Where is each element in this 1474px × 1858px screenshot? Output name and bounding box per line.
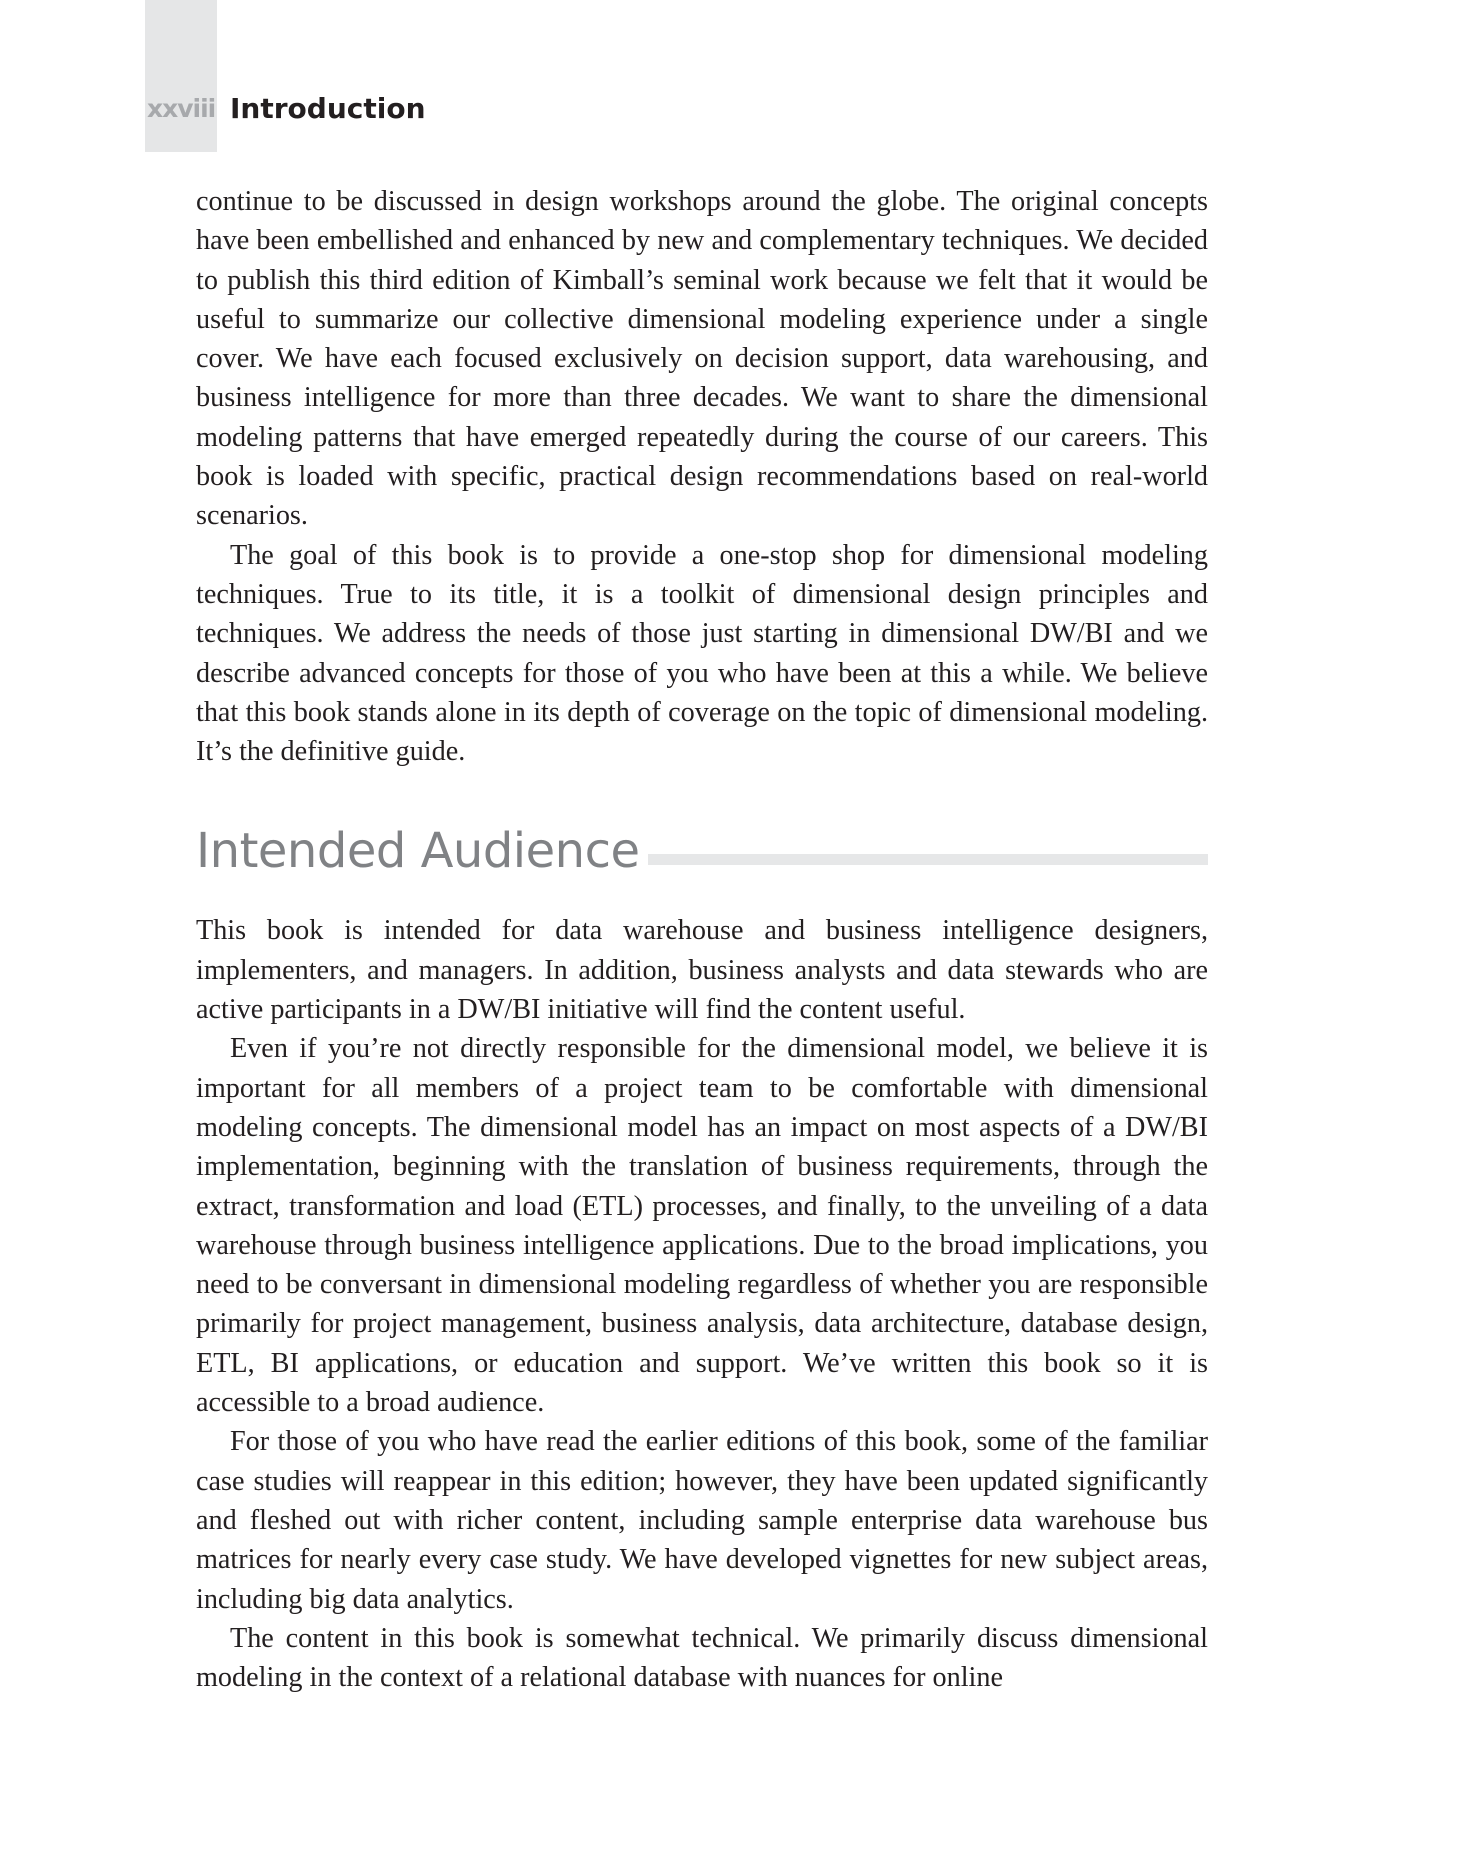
body-paragraph: The goal of this book is to provide a one-stop shop for dimensional modeling techniques. True to its title, it is a toolkit of dimensional design principles and techniques. We address the needs of those just starting in dimensional DW/BI and we describe advanced concepts for those of you who have been at this a while. We believe that this book stands alone in its depth of coverage on the topic of dimensional modeling. It’s the definitive guide. [196,539,1208,768]
page-body [196,182,1208,1697]
page-number: xxviii [147,94,216,123]
body-paragraph: Even if you’re not directly responsible for the dimensional model, we believe it is important for all members of a project team to be comfortable with dimensional modeling concepts. The dimensional model has an impact on most aspects of a DW/BI implementation, beginning with the translation of business requirements, through the extract, transformation and load (ETL) processes, and finally, to the unveiling of a data warehouse through business intelligence applications. Due to the broad implications, you need to be conversant in dimensional modeling regardless of whether you are responsible primarily for project management, business analysis, data architecture, database design, ETL, BI applications, or education and support. We’ve written this book so it is accessible to a broad audience. [196,1033,1208,1419]
section-title: Intended Audience [196,823,640,880]
body-paragraph: continue to be discussed in design workshops around the globe. The original concepts have been embellished and enhanced by new and complementary techniques. We decided to publish this third edition of Kimball’s seminal work because we felt that it would be useful to summarize our collective dimensional modeling experience under a single cover. We have each focused exclusively on decision support, data warehousing, and business intelligence for more than three decades. We want to share the dimensional modeling patterns that have emerged repeatedly during the course of our careers. This book is loaded with specific, practical design recommendations based on real-world scenarios. [196,186,1208,532]
body-paragraph: For those of you who have read the earlier editions of this book, some of the familiar case studies will reappear in this edition; however, they have been updated significantly and fleshed out with richer content, including sample enterprise data warehouse bus matrices for nearly every case study. We have developed vignettes for new subject areas, including big data analytics. [196,1426,1208,1615]
page-tab [145,0,217,152]
body-paragraph: The content in this book is somewhat technical. We primarily discuss dimensional modeling in the context of a relational database with nuances for online [196,1622,1208,1694]
body-paragraph: This book is intended for data warehouse and business intelligence designers, implementers, and managers. In addition, business analysts and data stewards who are active participants in a DW/BI initiative will find the content useful. [196,915,1208,1026]
heading-rule [648,854,1208,865]
section-heading [196,819,1208,883]
running-head: Introduction [230,92,426,125]
